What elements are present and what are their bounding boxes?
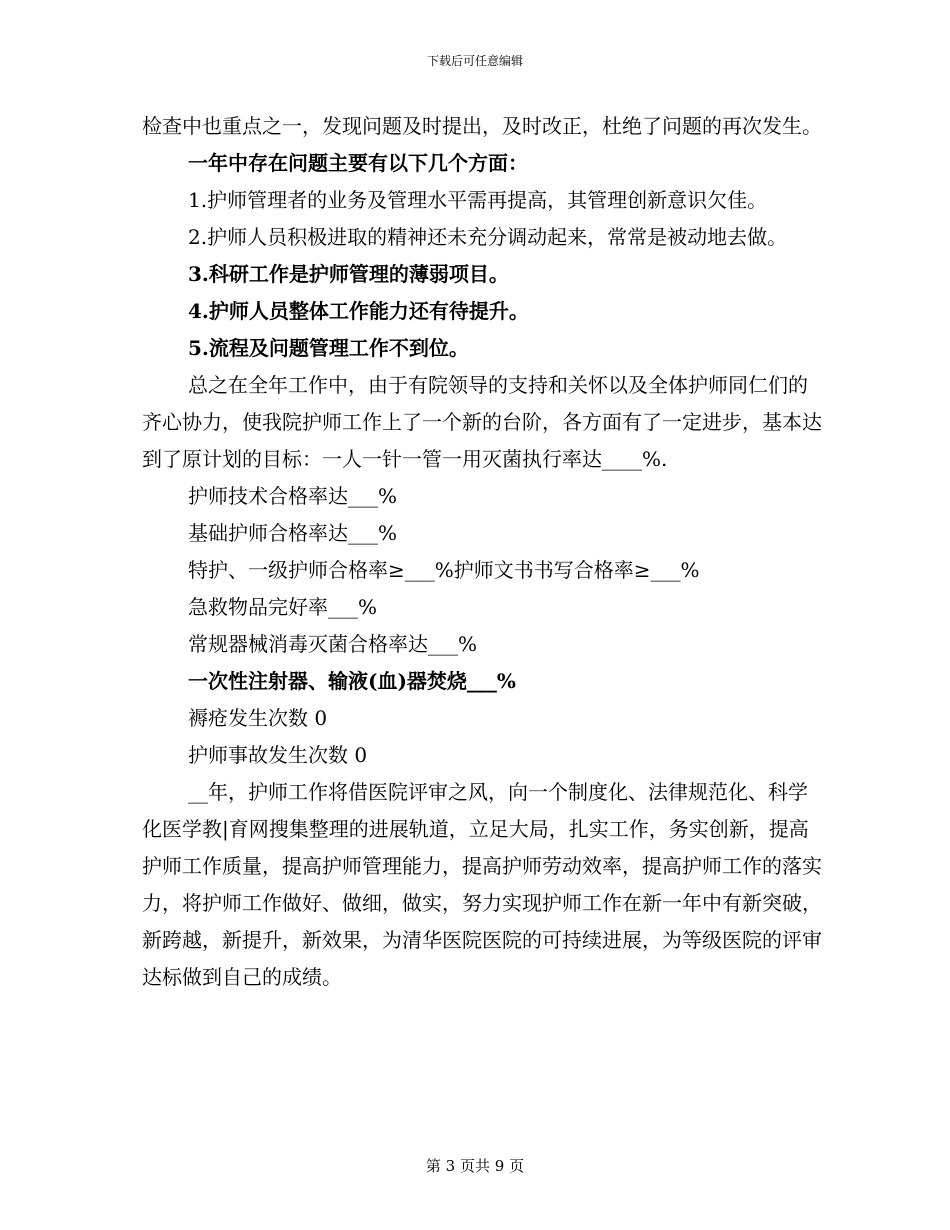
paragraph-17: __年，护师工作将借医院评审之风，向一个制度化、法律规范化、科学化医学教|育网搜集整理的进展轨道，立足大局，扎实工作，务实创新，提高护师工作质量，提高护师管理能力，提高护师劳动效率，提高护师工作的落实力，将护师工作做好、做细，做实，努力实现护师工作在新一年中有新突破，新跨越，新提升，新效果，为清华医院医院的可持续进展，为等级医院的评审达标做到自己的成绩。 (142, 780, 822, 989)
paragraph-8: 总之在全年工作中，由于有院领导的支持和关怀以及全体护师同仁们的齐心协力，使我院护师工作上了一个新的台阶，各方面有了一定进步，基本达到了原计划的目标：一人一针一管一用灭菌执行率达____%. (142, 373, 822, 471)
paragraph-4: 2.护师人员积极进取的精神还未充分调动起来，常常是被动地去做。 (188, 225, 788, 249)
page-footer: 第 3 页共 9 页 (425, 1157, 525, 1175)
paragraph-6: 4.护师人员整体工作能力还有待提升。 (188, 299, 529, 323)
paragraph-2: 一年中存在问题主要有以下几个方面： (188, 151, 528, 175)
paragraph-7: 5.流程及问题管理工作不到位。 (188, 336, 469, 360)
paragraph-1: 检查中也重点之一，发现问题及时提出，及时改正，杜绝了问题的再次发生。 (142, 114, 822, 138)
paragraph-15: 褥疮发生次数 0 (188, 706, 328, 730)
paragraph-14: 一次性注射器、输液(血)器焚烧___% (188, 669, 516, 693)
paragraph-5: 3.科研工作是护师管理的薄弱项目。 (188, 262, 509, 286)
paragraph-3: 1.护师管理者的业务及管理水平需再提高，其管理创新意识欠佳。 (188, 188, 768, 212)
paragraph-11: 特护、一级护师合格率≥___%护师文书书写合格率≥___% (188, 558, 700, 582)
page-header: 下载后可任意编辑 (426, 54, 523, 68)
paragraph-10: 基础护师合格率达___% (188, 521, 398, 545)
paragraph-16: 护师事故发生次数 0 (188, 743, 368, 767)
paragraph-12: 急救物品完好率___% (188, 595, 378, 619)
paragraph-13: 常规器械消毒灭菌合格率达___% (188, 632, 478, 656)
document-body (142, 108, 822, 996)
paragraph-9: 护师技术合格率达___% (188, 484, 398, 508)
